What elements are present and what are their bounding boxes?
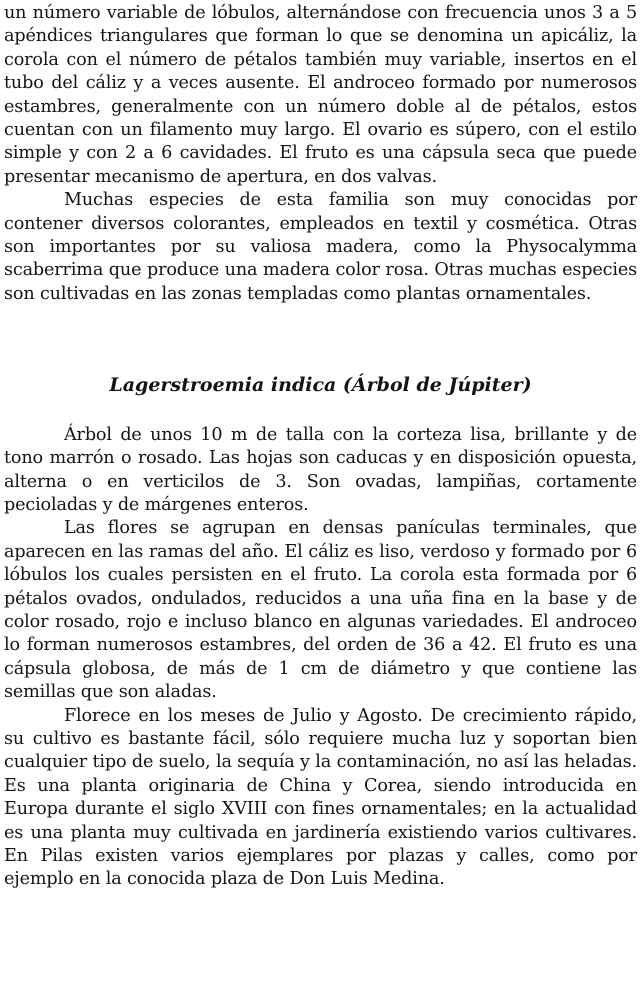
heading-spacer — [4, 398, 637, 424]
paragraph-flowers-description: Las flores se agrupan en densas panículas terminales, que aparecen en las ramas del año. El cáliz es liso, verdoso y formado por 6 lóbulos los cuales persisten en el fruto. La corola esta formada por 6 pétalos ovados, ondulados, reducidos a una uña fina en la base y de color rosado, rojo e incluso blanco en algunas variedades. El androceo lo forman numerosos estambres, del orden de 36 a 42. El fruto es una cápsula globosa, de más de 1 cm de diámetro y que contiene las semillas que son aladas. — [4, 518, 637, 703]
paragraph-lythraceae-description: un número variable de lóbulos, alternándose con frecuencia unos 3 a 5 apéndices triangulares que forman lo que se denomina un apicáliz, la corola con el número de pétalos también muy variable, insertos en el tubo del cáliz y a veces ausente. El androceo formado por numerosos estambres, generalmente con un número doble al de pétalos, estos cuentan con un filamento muy largo. El ovario es súpero, con el estilo simple y con 2 a 6 cavidades. El fruto es una cápsula seca que puede presentar mecanismo de apertura, en dos valvas. — [4, 3, 637, 187]
document-page — [4, 2, 637, 892]
paragraph-tree-description: Árbol de unos 10 m de talla con la corteza lisa, brillante y de tono marrón o rosado. Las hojas son caducas y en disposición opuesta, alterna o en verticilos de 3. Son ovadas, lampiñas, cortamente pecioladas y de márgenes enteros. — [4, 424, 637, 515]
section-heading: Lagerstroemia indica (Árbol de Júpiter) — [109, 374, 532, 397]
paragraph-lythraceae-uses: Muchas especies de esta familia son muy conocidas por contener diversos colorantes, empleados en textil y cosmética. Otras son importantes por su valiosa madera, como la Physocalymma scaberrima que produce una madera color rosa. Otras muchas especies son cultivadas en las zonas templadas como plantas ornamentales. — [4, 190, 637, 304]
section-spacer — [4, 306, 637, 374]
paragraph-flowering-cultivation: Florece en los meses de Julio y Agosto. De crecimiento rápido, su cultivo es bastante fácil, sólo requiere mucha luz y soportan bien cualquier tipo de suelo, la sequía y la contaminación, no así las heladas. Es una planta originaria de China y Corea, siendo introducida en Europa durante el siglo XVIII con fines ornamentales; en la actualidad es una planta muy cultivada en jardinería existiendo varios cultivares. En Pilas existen varios ejemplares por plazas y calles, como por ejemplo en la conocida plaza de Don Luis Medina. — [4, 705, 637, 890]
